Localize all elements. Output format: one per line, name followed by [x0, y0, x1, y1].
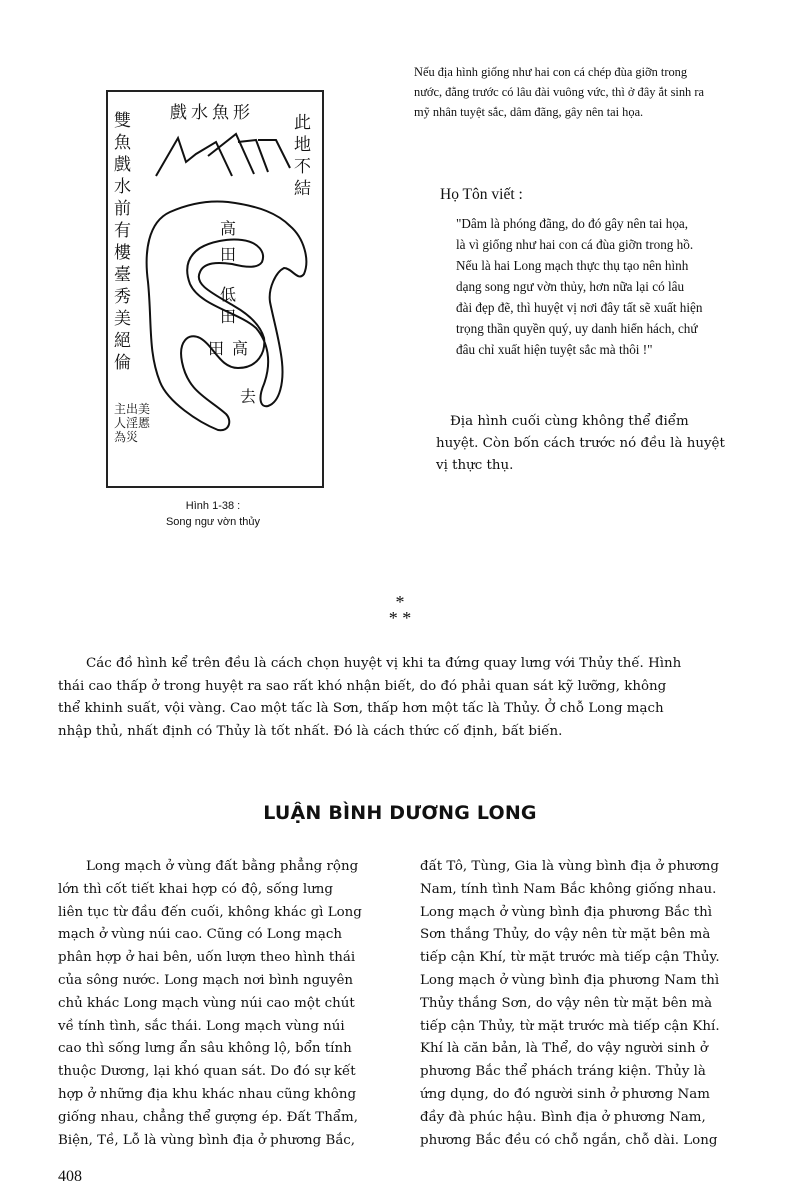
quote-block: "Dâm là phóng đãng, do đó gây nên tai họa, là vì giống như hai con cá đùa giỡn trong hồ. Nếu là hai Long mạch thực thụ tạo nên hình dạng song ngư vờn thủy, hơn nữa lại có lâu đài đẹp đẽ, thì huyệt vị nơi đây tất sẽ xuất hiện trọng thần quyền quý, uy danh hiển hách, chứ đâu chỉ xuất hiện tuyệt sắc mà thôi !" [456, 216, 703, 357]
page-number: 408 [58, 1168, 82, 1185]
caption-title: Song ngư vờn thủy [165, 516, 261, 528]
summary-paragraph: Các đồ hình kể trên đều là cách chọn huyệt vị khi ta đứng quay lưng với Thủy thế. Hình thái cao thấp ở trong huyệt ra sao rất khó nhận biết, do đó phải quan sát kỹ lưỡng, không thể khinh suất, vội vàng. Cao một tấc là Sơn, thấp hơn một tấc là Thủy. Ở chỗ Long mạch nhập thủ, nhất định có Thủy là tốt nhất. Đó là cách thức cố định, bất biến. [58, 656, 682, 739]
label-high-1: 高 [220, 219, 237, 238]
label-field-3: 田 [208, 339, 225, 358]
figure-title-cjk: 戲水魚形 [170, 103, 254, 123]
figure-footnote-cjk: 主出美 人淫慝 為災 [114, 402, 151, 444]
label-high-2: 高 [232, 339, 249, 358]
quote-heading: Họ Tôn viết : [440, 186, 523, 203]
caption-number: Hình 1-38 : [185, 500, 241, 512]
section-separator: * * * [388, 592, 412, 628]
figure-description: Nếu địa hình giống như hai con cá chép đùa giỡn trong nước, đằng trước có lâu đài vuông vức, thì ở đây ắt sinh ra mỹ nhân tuyệt sắc, dâm đãng, gây nên tai họa. [414, 65, 704, 119]
figure-right-label-cjk: 此地不結 [294, 113, 311, 199]
body-column-left: Long mạch ở vùng đất bằng phẳng rộng lớn thì cốt tiết khai hợp có độ, sống lưng liên tục từ đầu đến cuối, không khác gì Long mạch ở vùng núi cao. Cũng có Long mạch phân hợp ở hai bên, uốn lượn theo hình thái của sông nước. Long mạch nơi bình nguyên chủ khác Long mạch vùng núi cao một chút về tính tình, sắc thái. Long mạch vùng núi cao thì sống lưng ẩn sâu không lộ, bổn tính thuộc Dương, lại khó quan sát. Do đó sự kết hợp ở những địa khu khác nhau cũng không giống nhau, chẳng thể gượng ép. Đất Thẩm, Biện, Tề, Lỗ là vùng bình địa ở phương Bắc, [58, 859, 362, 1148]
body-column-right: đất Tô, Tùng, Gia là vùng bình địa ở phương Nam, tính tình Nam Bắc không giống nhau. Long mạch ở vùng bình địa phương Bắc thì Sơn thắng Thủy, do vậy nên từ mặt bên mà tiếp cận Khí, từ mặt trước mà tiếp cận Thủy. Long mạch ở vùng bình địa phương Nam thì Thủy thắng Sơn, do vậy nên từ mặt bên mà tiếp cận Thủy, từ mặt trước mà tiếp cận Khí. Khí là căn bản, là Thể, do vậy người sinh ở phương Bắc thể phách tráng kiện. Thủy là ứng dụng, do đó người sinh ở phương Nam đầy đà phúc hậu. Bình địa ở phương Nam, phương Bắc đều có chỗ ngắn, chỗ dài. Long [420, 859, 720, 1148]
section-title: LUẬN BÌNH DƯƠNG LONG [263, 802, 537, 824]
label-go: 去 [240, 387, 257, 406]
label-field-2: 田 [220, 307, 237, 326]
conclusion-paragraph: Địa hình cuối cùng không thể điểm huyệt. Còn bốn cách trước nó đều là huyệt vị thực thụ. [436, 414, 725, 473]
figure-left-label-cjk: 雙魚戲水前有樓臺秀美絕倫 [114, 111, 131, 373]
figure-song-ngu-von-thuy [106, 90, 324, 488]
figure-caption [118, 498, 308, 530]
label-field-1: 田 [220, 245, 237, 264]
label-low: 低 [220, 285, 237, 304]
